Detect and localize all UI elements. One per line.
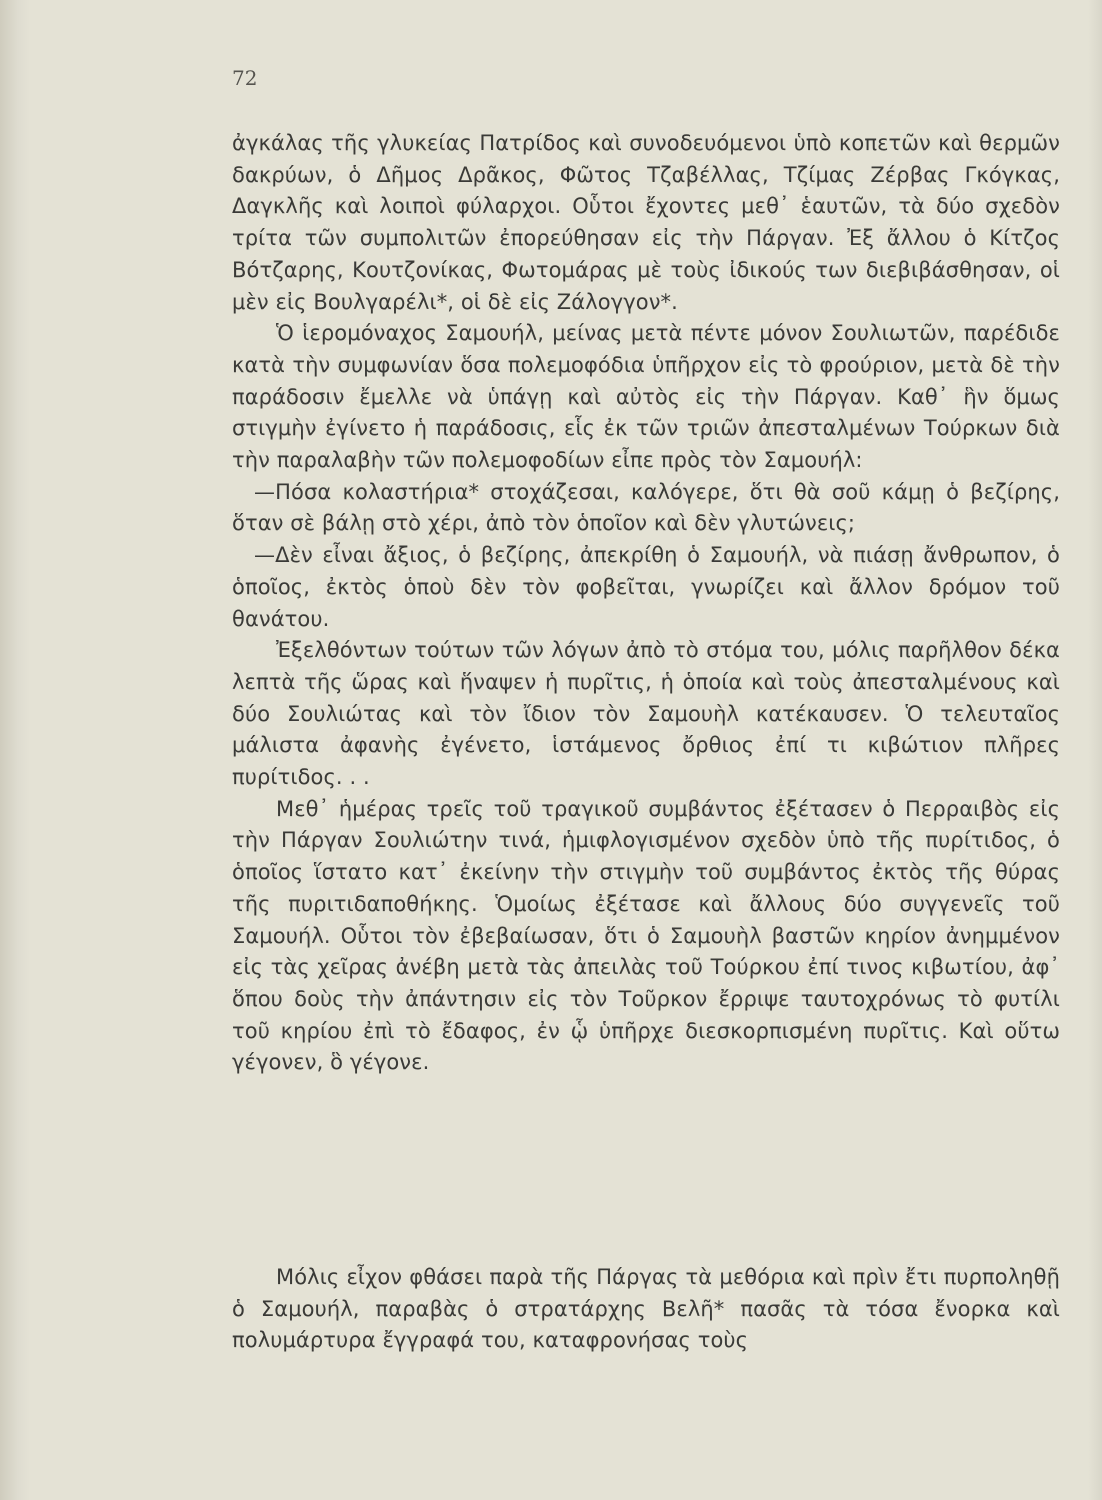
paragraph-perraivos-inquiry: Μεθ᾽ ἡμέρας τρεῖς τοῦ τραγικοῦ συμβάντος ἐξέτασεν ὁ Περραιβὸς εἰς τὴν Πάργαν Σουλιώτην τινά, ἡμιφλογισμένον σχεδὸν ὑπὸ τῆς πυρίτιδος, ὁ ὁποῖος ἵστατο κατ᾽ ἐκείνην τὴν στιγμὴν τοῦ συμβάντος ἐκτὸς τῆς θύρας τῆς πυριτιδαποθήκης. Ὁμοίως ἐξέτασε καὶ ἄλλους δύο συγγενεῖς τοῦ Σαμουήλ. Οὗτοι τὸν ἐβεβαίωσαν, ὅτι ὁ Σαμουὴλ βαστῶν κηρίον ἀνημμένον εἰς τὰς χεῖρας ἀνέβη μετὰ τὰς ἀπειλὰς τοῦ Τούρκου ἐπί τινος κιβωτίου, ἀφ᾽ ὅπου δοὺς τὴν ἀπάντησιν εἰς τὸν Τοῦρκον ἔρριψε ταυτοχρόνως τὸ φυτίλι τοῦ κηρίου ἐπὶ τὸ ἔδαφος, ἐν ᾧ ὑπῆρχε διεσκορπισμένη πυρῖτις. Καὶ οὕτω γέγονεν, ὃ γέγονε.: [232, 796, 1060, 1075]
page-edge-shadow: [1088, 0, 1102, 1500]
page-binding-shadow: [0, 0, 30, 1500]
paragraph-explosion: Ἐξελθόντων τούτων τῶν λόγων ἀπὸ τὸ στόμα του, μόλις παρῆλθον δέκα λεπτὰ τῆς ὥρας καὶ ἥναψεν ἡ πυρῖτις, ἡ ὁποία καὶ τοὺς ἀπεσταλμένους καὶ δύο Σουλιώτας καὶ τὸν ἴδιον τὸν Σαμουὴλ κατέκαυσεν. Ὁ τελευταῖος μάλιστα ἀφανὴς ἐγένετο, ἱστάμενος ὄρθιος ἐπί τι κιβώτιον πλῆρες πυρίτιδος. . .: [232, 638, 1060, 790]
paragraph-turk-question: —Πόσα κολαστήρια* στοχάζεσαι, καλόγερε, ὅτι θὰ σοῦ κάμῃ ὁ βεζίρης, ὅταν σὲ βάλῃ στὸ χέρι, ἀπὸ τὸν ὁποῖον καὶ δὲν γλυτώνεις;: [232, 479, 1060, 536]
final-text-block: [232, 1262, 1060, 1357]
paragraph-veli-pasha: Μόλις εἶχον φθάσει παρὰ τῆς Πάργας τὰ μεθόρια καὶ πρὶν ἔτι πυρποληθῇ ὁ Σαμουήλ, παραβὰς ὁ στρατάρχης Βελῆ* πασᾶς τὰ τόσα ἔνορκα καὶ πολυμάρτυρα ἔγγραφά του, καταφρονήσας τοὺς: [232, 1265, 1060, 1353]
main-text-block: [232, 128, 1060, 1079]
page-number: 72: [232, 66, 258, 90]
paragraph-continued: ἀγκάλας τῆς γλυκείας Πατρίδος καὶ συνοδευόμενοι ὑπὸ κοπετῶν καὶ θερμῶν δακρύων, ὁ Δῆμος Δρᾶκος, Φῶτος Τζαβέλλας, Τζίμας Ζέρβας Γκόγκας, Δαγκλῆς καὶ λοιποὶ φύλαρχοι. Οὗτοι ἔχοντες μεθ᾽ ἑαυτῶν, τὰ δύο σχεδὸν τρίτα τῶν συμπολιτῶν ἐπορεύθησαν εἰς τὴν Πάργαν. Ἐξ ἄλλου ὁ Κίτζος Βότζαρης, Κουτζονίκας, Φωτομάρας μὲ τοὺς ἰδικούς των διεβιβάσθησαν, οἱ μὲν εἰς Βουλγαρέλι*, οἱ δὲ εἰς Ζάλογγον*.: [232, 131, 1060, 314]
paragraph-samuel-surrender: Ὁ ἱερομόναχος Σαμουήλ, μείνας μετὰ πέντε μόνον Σουλιωτῶν, παρέδιδε κατὰ τὴν συμφωνίαν ὅσα πολεμοφόδια ὑπῆρχον εἰς τὸ φρούριον, μετὰ δὲ τὴν παράδοσιν ἔμελλε νὰ ὑπάγῃ καὶ αὐτὸς εἰς τὴν Πάργαν. Καθ᾽ ἣν ὅμως στιγμὴν ἐγίνετο ἡ παράδοσις, εἷς ἐκ τῶν τριῶν ἀπεσταλμένων Τούρκων διὰ τὴν παραλαβὴν τῶν πολεμοφοδίων εἶπε πρὸς τὸν Σαμουήλ:: [232, 321, 1060, 473]
paragraph-samuel-reply: —Δὲν εἶναι ἄξιος, ὁ βεζίρης, ἀπεκρίθη ὁ Σαμουήλ, νὰ πιάσῃ ἄνθρωπον, ὁ ὁποῖος, ἐκτὸς ὁποὺ δὲν τὸν φοβεῖται, γνωρίζει καὶ ἄλλον δρόμον τοῦ θανάτου.: [232, 543, 1060, 631]
